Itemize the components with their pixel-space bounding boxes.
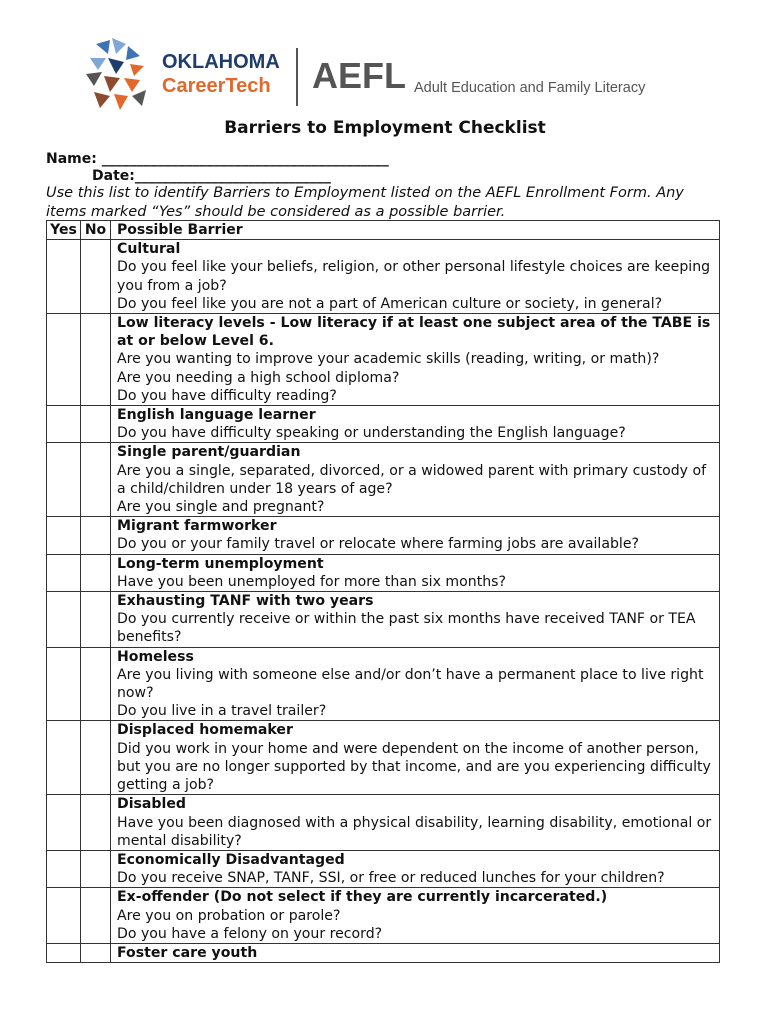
no-checkbox-cell[interactable]	[81, 314, 111, 406]
barrier-description-cell	[111, 517, 720, 554]
barrier-title: Single parent/guardian	[117, 444, 301, 461]
no-checkbox-cell[interactable]	[81, 795, 111, 851]
barrier-description-cell	[111, 721, 720, 795]
barrier-title: Displaced homemaker	[117, 722, 293, 739]
barrier-question: Are you on probation or parole?	[117, 907, 341, 924]
barrier-question: Have you been unemployed for more than six months?	[117, 573, 506, 590]
name-field-line: Name: _________________________________________	[46, 151, 389, 167]
barrier-title: Economically Disadvantaged	[117, 851, 345, 868]
yes-checkbox-cell[interactable]	[47, 406, 81, 443]
careertech-star-mark-icon	[86, 38, 146, 110]
barrier-description-cell	[111, 443, 720, 517]
barrier-question: Do you live in a travel trailer?	[117, 703, 327, 720]
table-row	[47, 850, 720, 887]
no-checkbox-cell[interactable]	[81, 443, 111, 517]
program-abbreviation: AEFL	[312, 55, 406, 96]
no-checkbox-cell[interactable]	[81, 592, 111, 648]
no-checkbox-cell[interactable]	[81, 943, 111, 962]
barrier-question: Do you feel like your beliefs, religion, or other personal lifestyle choices are keeping you from a job?	[117, 259, 711, 294]
no-column-header: No	[81, 221, 111, 240]
table-row	[47, 943, 720, 962]
table-row	[47, 795, 720, 851]
no-checkbox-cell[interactable]	[81, 647, 111, 721]
barriers-checklist-table	[46, 220, 720, 963]
barrier-question: Are you needing a high school diploma?	[117, 369, 400, 386]
table-row	[47, 517, 720, 554]
yes-checkbox-cell[interactable]	[47, 850, 81, 887]
no-checkbox-cell[interactable]	[81, 850, 111, 887]
yes-checkbox-cell[interactable]	[47, 721, 81, 795]
program-name: Adult Education and Family Literacy	[414, 80, 646, 96]
table-row	[47, 554, 720, 591]
yes-checkbox-cell[interactable]	[47, 943, 81, 962]
yes-checkbox-cell[interactable]	[47, 647, 81, 721]
barrier-title: English language learner	[117, 407, 316, 424]
barrier-column-header: Possible Barrier	[111, 221, 720, 240]
barrier-question: Do you currently receive or within the past six months have received TANF or TEA benefits?	[117, 611, 696, 646]
barrier-title: Migrant farmworker	[117, 518, 277, 535]
date-field-line: Date:____________________________	[92, 168, 331, 184]
barrier-description-cell	[111, 554, 720, 591]
yes-checkbox-cell[interactable]	[47, 554, 81, 591]
yes-checkbox-cell[interactable]	[47, 517, 81, 554]
table-row	[47, 647, 720, 721]
no-checkbox-cell[interactable]	[81, 517, 111, 554]
no-checkbox-cell[interactable]	[81, 554, 111, 591]
barrier-description-cell	[111, 795, 720, 851]
yes-checkbox-cell[interactable]	[47, 592, 81, 648]
barrier-question: Are you living with someone else and/or don’t have a permanent place to live right now?	[117, 666, 704, 702]
barrier-title: Cultural	[117, 241, 181, 258]
barrier-question: Do you receive SNAP, TANF, SSI, or free or reduced lunches for your children?	[117, 870, 665, 887]
barrier-description-cell	[111, 647, 720, 721]
no-checkbox-cell[interactable]	[81, 240, 111, 314]
yes-checkbox-cell[interactable]	[47, 443, 81, 517]
barrier-description-cell	[111, 314, 720, 406]
barrier-question: Are you a single, separated, divorced, or a widowed parent with primary custody of a child/children under 18 years of age?	[117, 462, 707, 497]
barrier-question: Do you or your family travel or relocate where farming jobs are available?	[117, 536, 639, 553]
yes-checkbox-cell[interactable]	[47, 795, 81, 851]
page-title: Barriers to Employment Checklist	[224, 118, 546, 138]
barrier-question: Are you wanting to improve your academic skills (reading, writing, or math)?	[117, 351, 660, 368]
table-header-row	[47, 221, 720, 240]
yes-column-header: Yes	[47, 221, 81, 240]
barrier-title: Homeless	[117, 648, 194, 665]
barrier-title: Exhausting TANF with two years	[117, 593, 374, 610]
barrier-question: Do you have a felony on your record?	[117, 925, 383, 942]
barrier-description-cell	[111, 943, 720, 962]
oklahoma-careertech-aefl-logo	[86, 38, 686, 114]
barrier-question: Have you been diagnosed with a physical disability, learning disability, emotional or mental disability?	[117, 814, 712, 849]
barrier-title: Disabled	[117, 796, 186, 813]
yes-checkbox-cell[interactable]	[47, 314, 81, 406]
barrier-question: Do you feel like you are not a part of American culture or society, in general?	[117, 295, 663, 312]
table-row	[47, 314, 720, 406]
no-checkbox-cell[interactable]	[81, 721, 111, 795]
no-checkbox-cell[interactable]	[81, 888, 111, 944]
barrier-question: Do you have difficulty reading?	[117, 387, 337, 404]
table-row	[47, 721, 720, 795]
barrier-description-cell	[111, 240, 720, 314]
table-row	[47, 406, 720, 443]
table-row	[47, 888, 720, 944]
barrier-question: Do you have difficulty speaking or understanding the English language?	[117, 425, 626, 442]
yes-checkbox-cell[interactable]	[47, 240, 81, 314]
barrier-question: Did you work in your home and were dependent on the income of another person, but you are no longer supported by that income, and are you experiencing difficulty getting a job?	[117, 740, 711, 794]
no-checkbox-cell[interactable]	[81, 406, 111, 443]
logo-divider	[296, 48, 298, 106]
barrier-description-cell	[111, 850, 720, 887]
org-name-line1: OKLAHOMA	[162, 51, 280, 73]
barrier-description-cell	[111, 888, 720, 944]
org-name-line2: CareerTech	[162, 75, 271, 97]
barrier-description-cell	[111, 592, 720, 648]
barrier-question: Are you single and pregnant?	[117, 499, 325, 516]
table-row	[47, 240, 720, 314]
barrier-title: Ex-offender (Do not select if they are currently incarcerated.)	[117, 889, 608, 906]
instructions-text: Use this list to identify Barriers to Employment listed on the AEFL Enrollment Form. Any items marked “Yes” should be considered as a possible barrier.	[46, 185, 684, 220]
barrier-title: Low literacy levels - Low literacy if at least one subject area of the TABE is at or below Level 6.	[117, 315, 711, 350]
table-row	[47, 443, 720, 517]
yes-checkbox-cell[interactable]	[47, 888, 81, 944]
table-row	[47, 592, 720, 648]
barrier-title: Foster care youth	[117, 944, 258, 961]
barrier-description-cell	[111, 406, 720, 443]
barrier-title: Long-term unemployment	[117, 555, 324, 572]
